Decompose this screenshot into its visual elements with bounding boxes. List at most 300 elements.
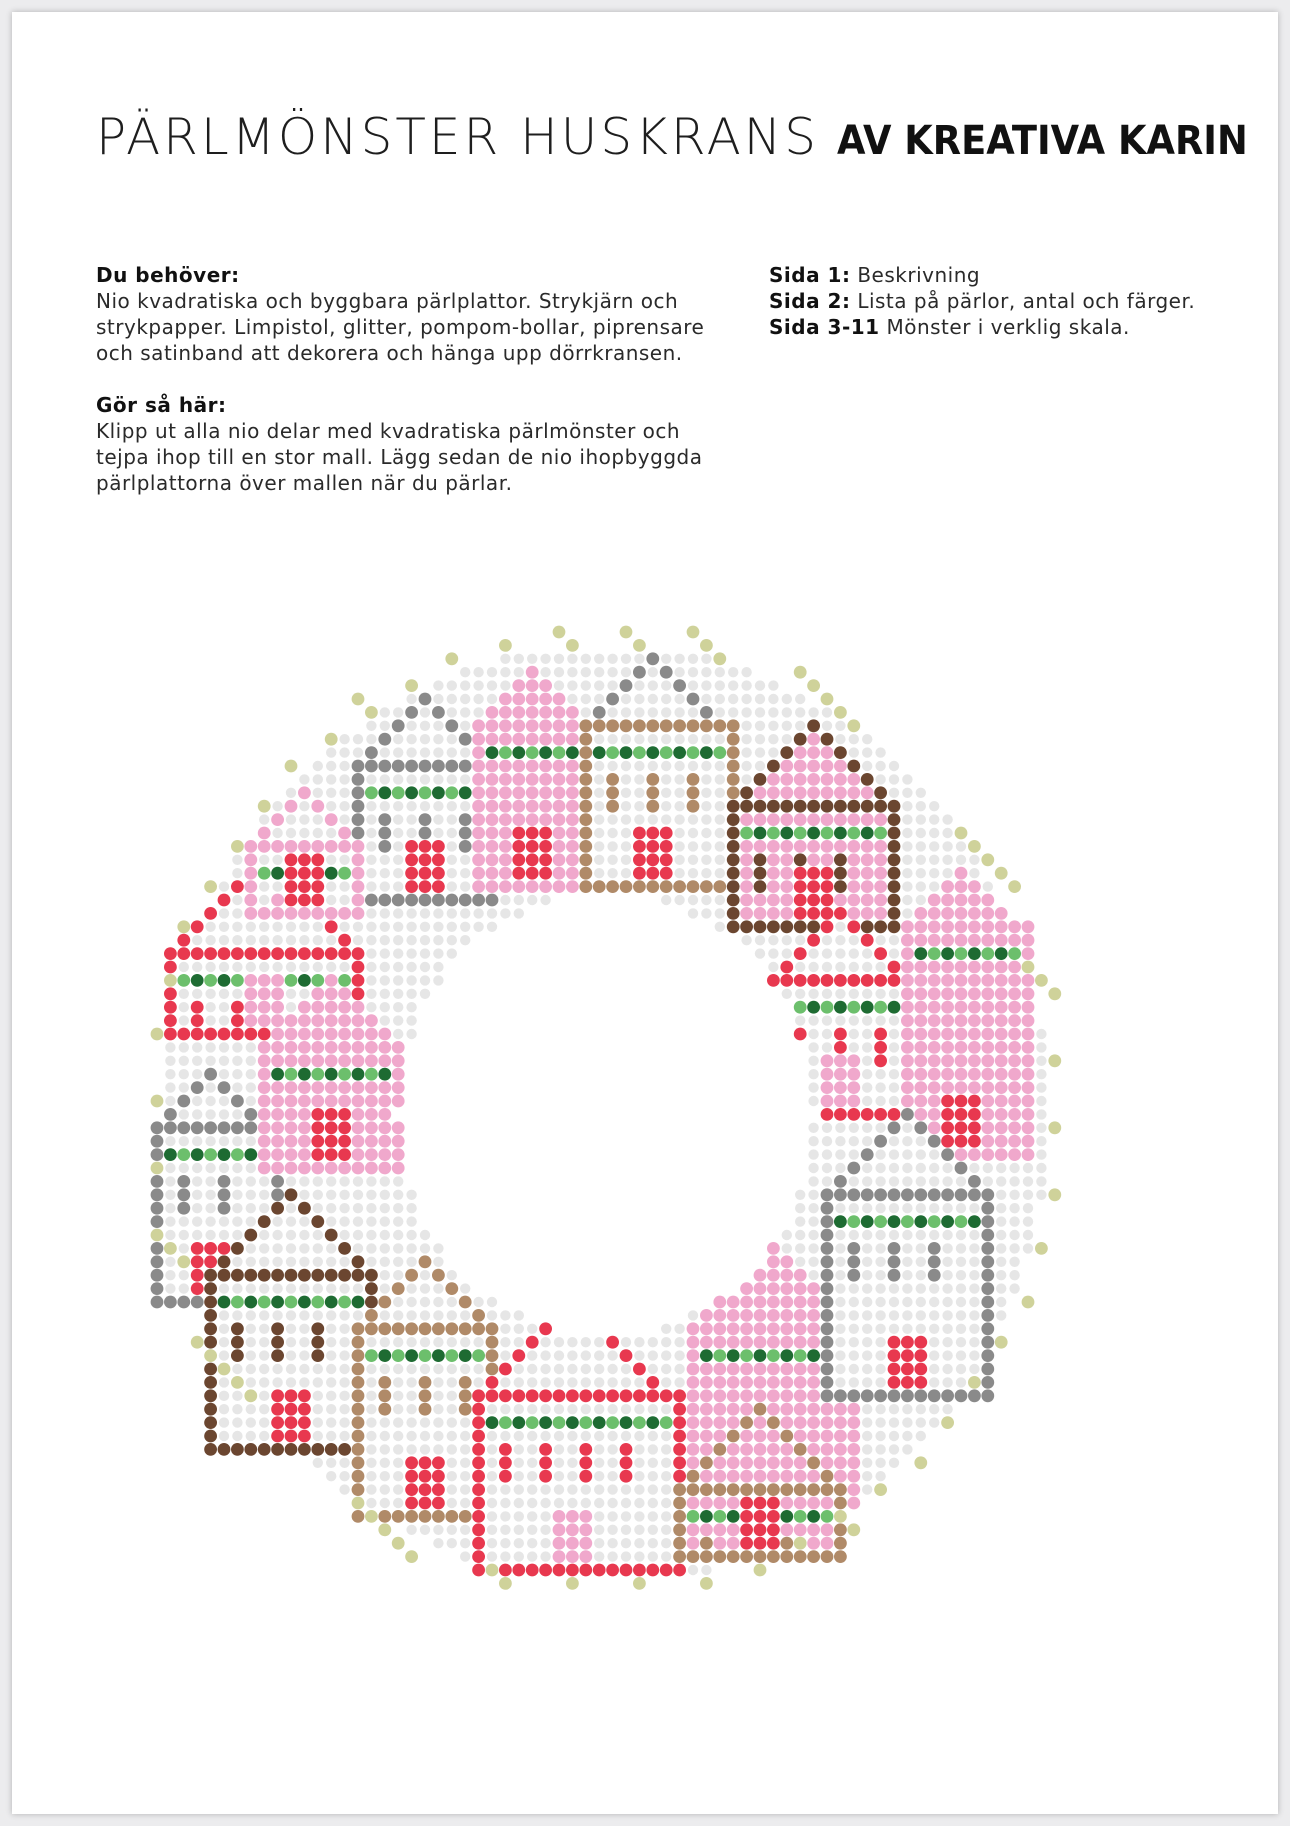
bead [285, 1014, 298, 1027]
bead [847, 1255, 860, 1268]
bead [271, 1121, 284, 1134]
bead [419, 1510, 432, 1523]
bead [165, 1069, 175, 1079]
bead [232, 908, 242, 918]
bead [889, 1082, 899, 1092]
bead [620, 626, 633, 639]
bead [700, 1416, 713, 1429]
bead [888, 853, 901, 866]
bead [313, 1458, 323, 1468]
bead [192, 1136, 202, 1146]
bead [460, 1417, 470, 1427]
bead [472, 867, 485, 880]
bead [179, 1136, 189, 1146]
bead [191, 1282, 204, 1295]
bead [527, 1324, 537, 1334]
bead [272, 855, 282, 865]
bead [272, 1364, 282, 1374]
bead [620, 1349, 633, 1362]
bead [807, 773, 820, 786]
bead [259, 1404, 269, 1414]
bead [621, 1364, 631, 1374]
bead [956, 1283, 966, 1293]
bead [981, 1108, 994, 1121]
bead [460, 908, 470, 918]
bead [875, 1471, 885, 1481]
bead [447, 1404, 457, 1414]
bead [393, 1203, 403, 1213]
bead [285, 1443, 298, 1456]
bead [727, 813, 740, 826]
bead [594, 788, 604, 798]
bead [835, 734, 845, 744]
bead [406, 1431, 416, 1441]
bead [861, 773, 874, 786]
bead [767, 1309, 780, 1322]
bead [472, 719, 485, 732]
bead [326, 1377, 336, 1387]
bead [981, 1229, 994, 1242]
bead [849, 1015, 859, 1025]
bead [151, 1269, 164, 1282]
bead [246, 1404, 256, 1414]
bead [646, 652, 659, 665]
bead [246, 1216, 256, 1226]
bead [780, 894, 793, 907]
bead [285, 1095, 298, 1108]
bead [862, 1243, 872, 1253]
bead [914, 1054, 927, 1067]
bead [420, 948, 430, 958]
bead [447, 1458, 457, 1468]
bead [553, 1537, 566, 1550]
bead [942, 1364, 952, 1374]
bead [941, 987, 954, 1000]
bead [366, 1404, 376, 1414]
bead [393, 1431, 403, 1441]
bead [861, 894, 874, 907]
bead [285, 1162, 298, 1175]
bead [311, 867, 324, 880]
bead [433, 1257, 443, 1267]
bead [460, 694, 470, 704]
bead [285, 853, 298, 866]
bead [433, 814, 443, 824]
bead [192, 1190, 202, 1200]
bead [780, 746, 793, 759]
bead [767, 1550, 780, 1563]
bead [807, 827, 820, 840]
bead [754, 907, 767, 920]
bead [352, 1349, 365, 1362]
bead [981, 1376, 994, 1389]
bead [767, 867, 780, 880]
bead [447, 1310, 457, 1320]
bead [286, 1283, 296, 1293]
bead [633, 1389, 646, 1402]
bead [380, 1471, 390, 1481]
bead [607, 1364, 617, 1374]
bead [847, 1095, 860, 1108]
bead [942, 828, 952, 838]
bead [767, 786, 780, 799]
bead [728, 707, 738, 717]
bead [499, 1416, 512, 1429]
bead [352, 1148, 365, 1161]
bead [499, 746, 512, 759]
bead [700, 1309, 713, 1322]
bead [955, 1095, 968, 1108]
bead [1036, 1096, 1046, 1106]
bead [888, 1363, 901, 1376]
bead [326, 788, 336, 798]
bead [862, 1203, 872, 1213]
bead [821, 1523, 834, 1536]
bead [566, 853, 579, 866]
bead [339, 1337, 349, 1347]
bead [634, 788, 644, 798]
bead [874, 786, 887, 799]
bead [901, 1054, 914, 1067]
bead [405, 880, 418, 893]
bead [808, 1123, 818, 1133]
bead [393, 828, 403, 838]
bead [594, 868, 604, 878]
bead [365, 1282, 378, 1295]
bead [715, 707, 725, 717]
bead [874, 853, 887, 866]
bead [861, 786, 874, 799]
bead [727, 840, 740, 853]
bead [821, 1095, 834, 1108]
bead [929, 855, 939, 865]
bead [514, 1484, 524, 1494]
bead [862, 1417, 872, 1427]
bead [352, 786, 365, 799]
bead [392, 1095, 405, 1108]
bead [928, 947, 941, 960]
bead [339, 1364, 349, 1374]
bead [740, 1376, 753, 1389]
bead [352, 1322, 365, 1335]
bead [433, 828, 443, 838]
bead [500, 908, 510, 918]
bead [861, 974, 874, 987]
bead [889, 1444, 899, 1454]
bead [1036, 1109, 1046, 1119]
bead [298, 947, 311, 960]
bead [244, 1014, 257, 1027]
bead [902, 814, 912, 824]
bead [420, 1243, 430, 1253]
bead [165, 1257, 175, 1267]
bead [955, 1041, 968, 1054]
bead [780, 1510, 793, 1523]
bead [821, 1416, 834, 1429]
bead [259, 814, 269, 824]
bead [874, 907, 887, 920]
bead [405, 1497, 418, 1510]
bead [847, 1269, 860, 1282]
bead [472, 1389, 485, 1402]
bead [271, 1001, 284, 1014]
bead [621, 788, 631, 798]
bead [713, 1550, 726, 1563]
bead [433, 721, 443, 731]
bead [218, 947, 231, 960]
bead [862, 1123, 872, 1133]
bead [218, 1242, 231, 1255]
bead [567, 1458, 577, 1468]
bead [914, 1188, 927, 1201]
bead [378, 1108, 391, 1121]
bead [981, 1322, 994, 1335]
bead [406, 801, 416, 811]
bead [807, 786, 820, 799]
bead [514, 1444, 524, 1454]
bead [553, 1550, 566, 1563]
bead [794, 746, 807, 759]
bead [218, 1175, 231, 1188]
bead [687, 1403, 700, 1416]
bead [674, 1324, 684, 1334]
bead [151, 1215, 164, 1228]
bead [500, 1377, 510, 1387]
bead [338, 1148, 351, 1161]
bead [687, 880, 700, 893]
bead [539, 719, 552, 732]
bead [231, 1242, 244, 1255]
bead [874, 813, 887, 826]
bead [849, 747, 859, 757]
bead [821, 786, 834, 799]
bead [674, 1350, 684, 1360]
bead [165, 1042, 175, 1052]
bead [981, 1242, 994, 1255]
bead [393, 1417, 403, 1427]
bead [648, 667, 658, 677]
bead [432, 1269, 445, 1282]
bead [795, 1257, 805, 1267]
bead [447, 1444, 457, 1454]
bead [1008, 1041, 1021, 1054]
bead [204, 1028, 217, 1041]
bead [325, 907, 338, 920]
bead [313, 1377, 323, 1387]
bead [661, 1538, 671, 1548]
bead [754, 1483, 767, 1496]
bead [956, 1337, 966, 1347]
bead [286, 1324, 296, 1334]
bead [393, 1377, 403, 1387]
bead [821, 1282, 834, 1295]
bead [338, 974, 351, 987]
bead [151, 1162, 164, 1175]
bead [460, 855, 470, 865]
bead [460, 1337, 470, 1347]
bead [259, 922, 269, 932]
bead [795, 707, 805, 717]
bead [862, 989, 872, 999]
bead [218, 1121, 231, 1134]
bead [1036, 1123, 1046, 1133]
bead [326, 1458, 336, 1468]
bead [968, 1054, 981, 1067]
bead [219, 1056, 229, 1066]
bead [514, 1538, 524, 1548]
bead [540, 1538, 550, 1548]
bead [540, 1484, 550, 1494]
bead [660, 1389, 673, 1402]
bead [902, 1163, 912, 1173]
bead [648, 1458, 658, 1468]
bead [445, 894, 458, 907]
bead [298, 1108, 311, 1121]
bead [311, 1135, 324, 1148]
bead [232, 1042, 242, 1052]
bead [795, 1216, 805, 1226]
bead [648, 1498, 658, 1508]
bead [889, 1203, 899, 1213]
bead [847, 853, 860, 866]
bead [338, 1443, 351, 1456]
bead [366, 975, 376, 985]
bead [861, 813, 874, 826]
bead [460, 1498, 470, 1508]
bead [432, 786, 445, 799]
bead [258, 867, 271, 880]
bead [648, 680, 658, 690]
bead [338, 947, 351, 960]
bead [741, 935, 751, 945]
bead [607, 1444, 617, 1454]
bead [352, 853, 365, 866]
bead [433, 908, 443, 918]
bead [164, 947, 177, 960]
bead [338, 1054, 351, 1067]
bead [767, 1523, 780, 1536]
bead [794, 666, 807, 679]
bead [1035, 974, 1048, 987]
bead [191, 1242, 204, 1255]
bead [500, 680, 510, 690]
bead [352, 1054, 365, 1067]
bead [285, 1041, 298, 1054]
bead [447, 680, 457, 690]
bead [271, 1014, 284, 1027]
bead [286, 1364, 296, 1374]
bead [271, 1175, 284, 1188]
bead [259, 1364, 269, 1374]
bead [205, 1176, 215, 1186]
bead [151, 1148, 164, 1161]
bead [633, 853, 646, 866]
bead [687, 1430, 700, 1443]
bead [566, 1537, 579, 1550]
bead [420, 975, 430, 985]
bead [968, 1108, 981, 1121]
bead [780, 1376, 793, 1389]
bead [204, 1430, 217, 1443]
bead [821, 1255, 834, 1268]
bead [392, 1068, 405, 1081]
bead [607, 734, 617, 744]
bead [648, 1551, 658, 1561]
bead [701, 667, 711, 677]
bead [405, 894, 418, 907]
bead [1023, 1216, 1033, 1226]
bead [942, 1404, 952, 1414]
bead [526, 1389, 539, 1402]
bead [941, 880, 954, 893]
bead [406, 1377, 416, 1387]
bead [380, 1243, 390, 1253]
bead [807, 1282, 820, 1295]
bead [325, 1229, 338, 1242]
bead [286, 962, 296, 972]
bead [674, 828, 684, 838]
bead [540, 654, 550, 664]
bead [660, 867, 673, 880]
bead [339, 881, 349, 891]
bead [674, 814, 684, 824]
bead [713, 1523, 726, 1536]
bead [901, 1095, 914, 1108]
bead [432, 867, 445, 880]
bead [219, 1310, 229, 1320]
bead [1022, 1148, 1035, 1161]
bead [420, 922, 430, 932]
bead [204, 947, 217, 960]
bead [969, 1230, 979, 1240]
bead [405, 1269, 418, 1282]
bead [352, 693, 365, 706]
bead [487, 1297, 497, 1307]
bead [232, 1069, 242, 1079]
bead [594, 774, 604, 784]
bead [847, 813, 860, 826]
bead [271, 1269, 284, 1282]
bead [258, 1148, 271, 1161]
bead [902, 1270, 912, 1280]
bead [232, 1404, 242, 1414]
bead [500, 1324, 510, 1334]
bead [621, 667, 631, 677]
bead [579, 1456, 592, 1469]
bead [847, 786, 860, 799]
bead [834, 1430, 847, 1443]
bead [634, 801, 644, 811]
bead [875, 1270, 885, 1280]
bead [579, 1564, 592, 1577]
bead [888, 1376, 901, 1389]
bead [298, 1095, 311, 1108]
bead [849, 1350, 859, 1360]
bead [365, 760, 378, 773]
bead [487, 1431, 497, 1441]
bead [298, 1014, 311, 1027]
bead [313, 922, 323, 932]
bead [581, 1484, 591, 1494]
bead [460, 935, 470, 945]
bead [955, 1001, 968, 1014]
bead [271, 1068, 284, 1081]
bead [700, 1443, 713, 1456]
bead [526, 773, 539, 786]
bead [861, 853, 874, 866]
bead [447, 1431, 457, 1441]
bead [566, 773, 579, 786]
